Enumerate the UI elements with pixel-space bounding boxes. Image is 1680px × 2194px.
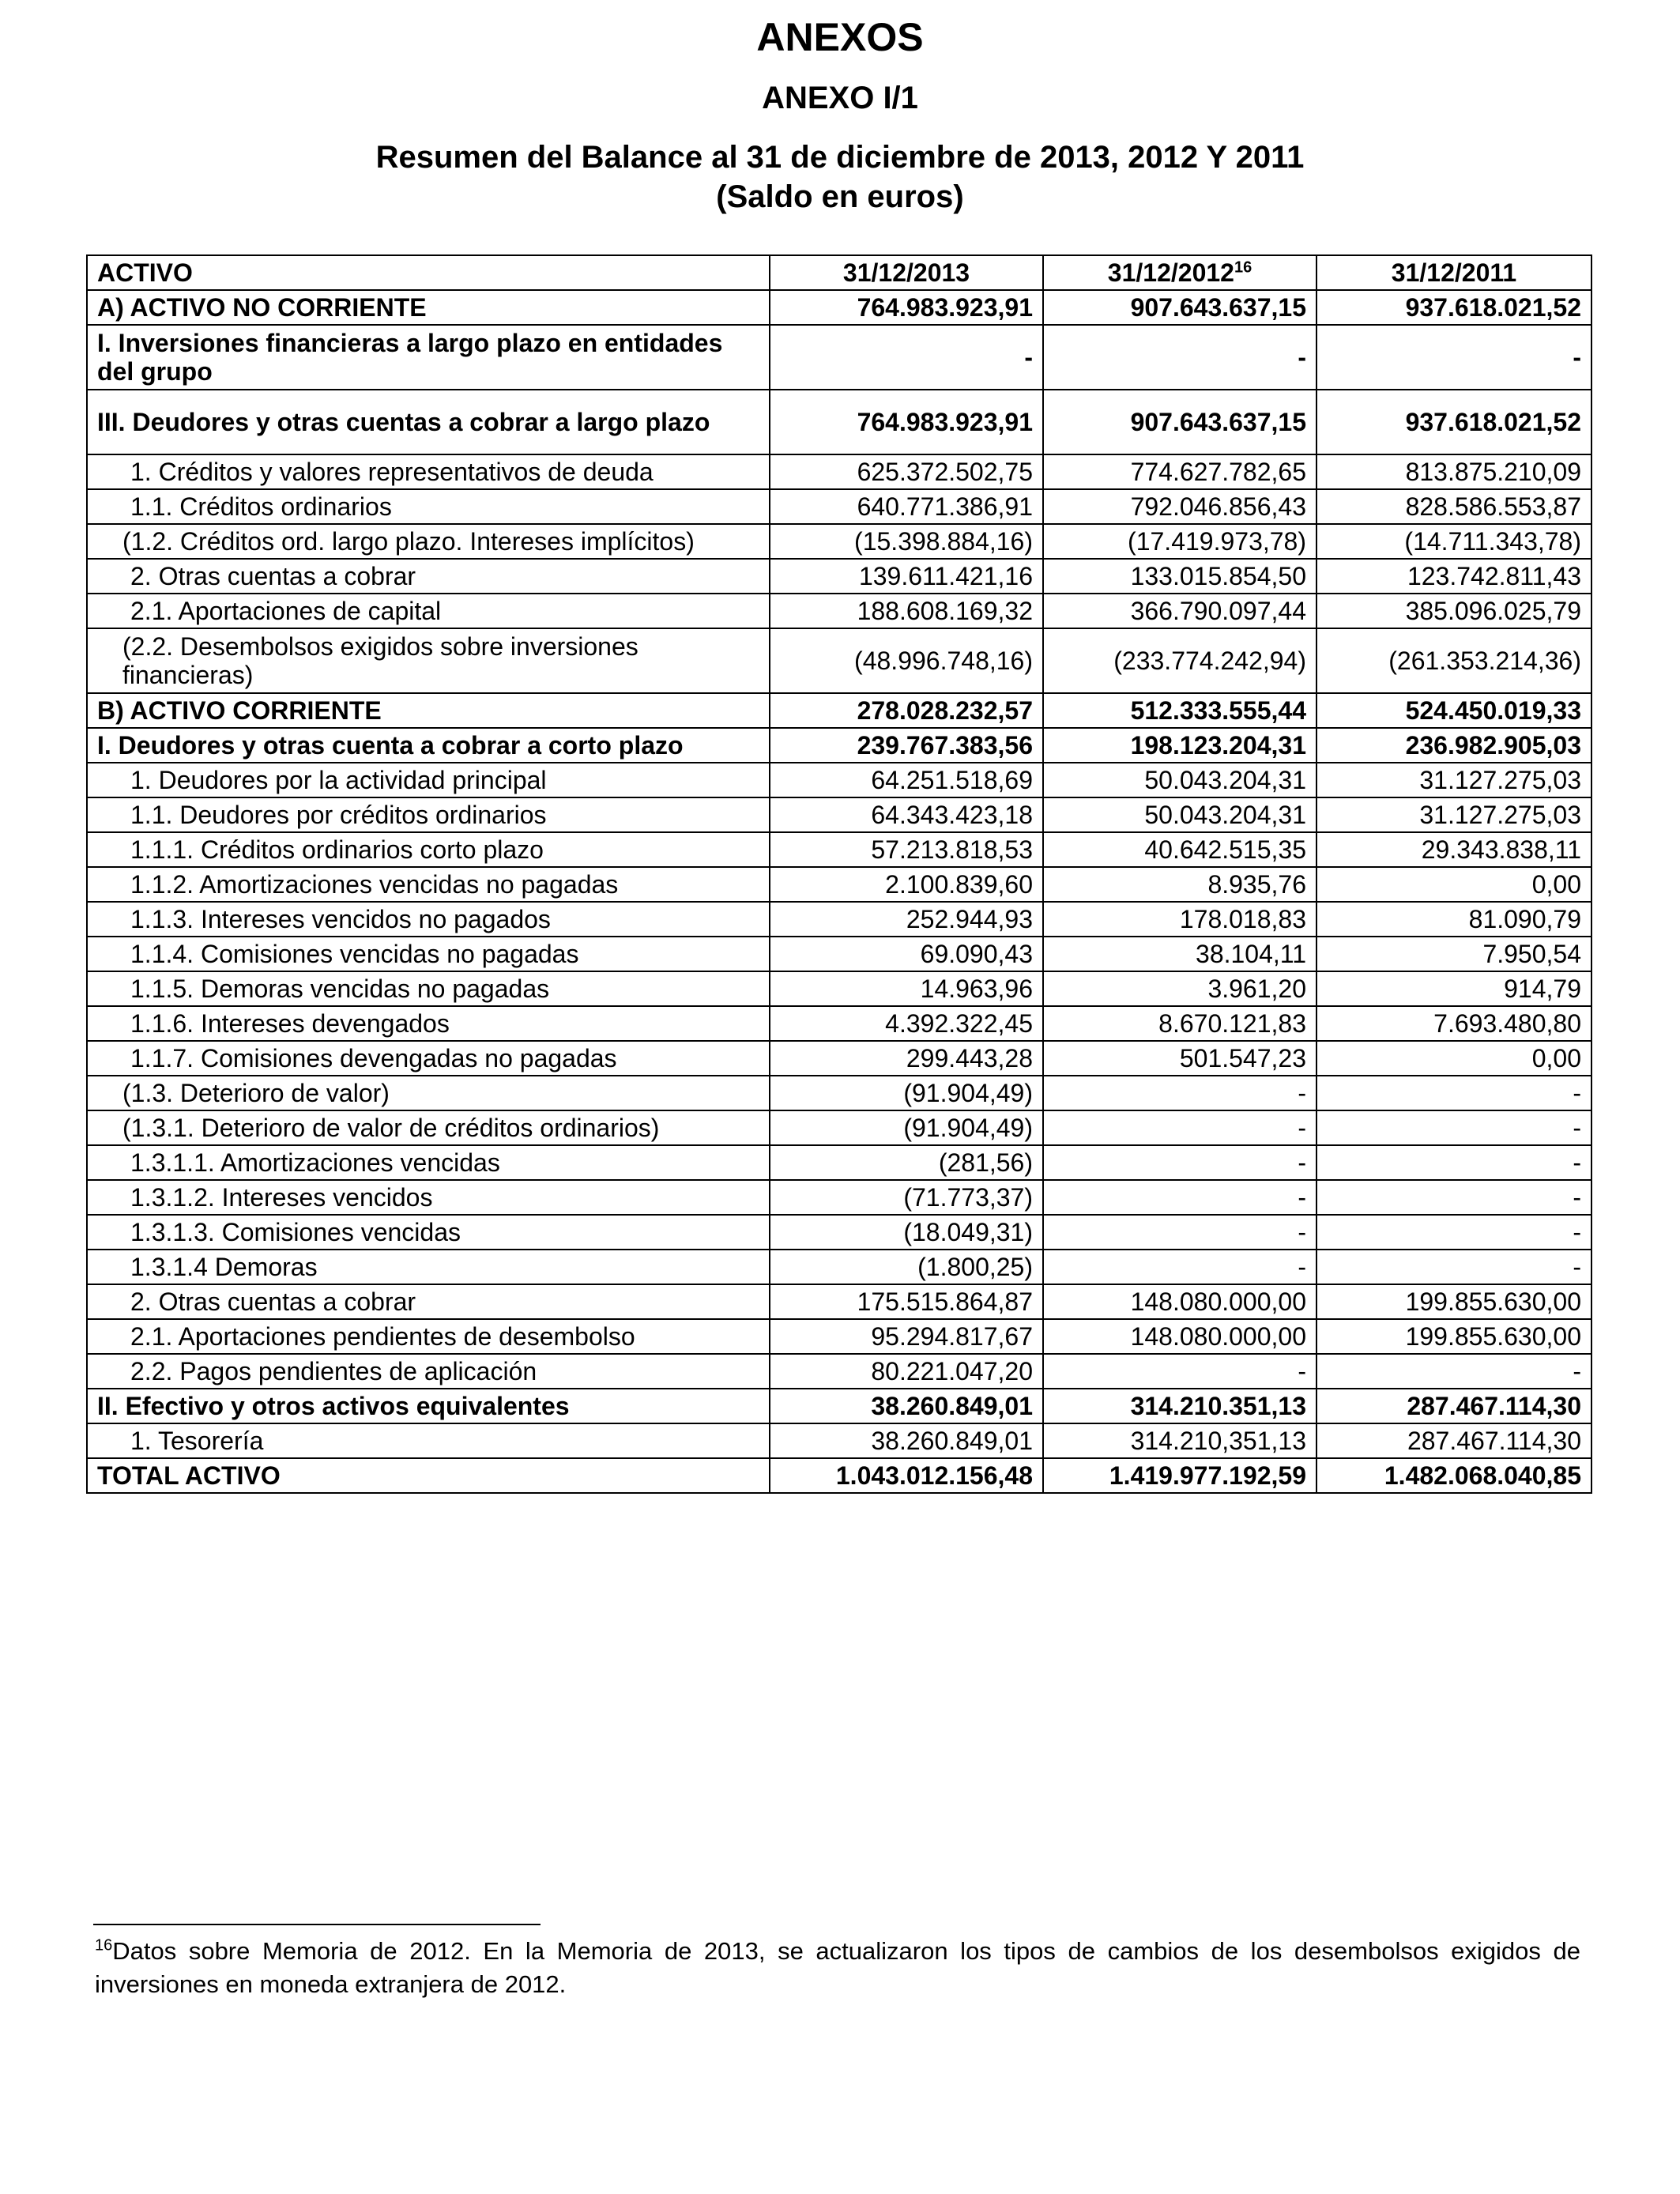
value-2013: (281,56) [770, 1145, 1043, 1180]
value-2011: 199.855.630,00 [1317, 1319, 1591, 1354]
value-2012: 366.790.097,44 [1043, 594, 1317, 628]
value-2011: 7.693.480,80 [1317, 1006, 1591, 1041]
value-2013: 14.963,96 [770, 971, 1043, 1006]
table-header-row [87, 255, 1591, 290]
value-2013: (18.049,31) [770, 1215, 1043, 1250]
value-2011: - [1317, 1354, 1591, 1389]
table-row [87, 1006, 1591, 1041]
value-2013: (48.996.748,16) [770, 628, 1043, 693]
row-label: I. Deudores y otras cuenta a cobrar a corto plazo [87, 728, 770, 763]
value-2012: 198.123.204,31 [1043, 728, 1317, 763]
value-2012: (233.774.242,94) [1043, 628, 1317, 693]
footnote-text: Datos sobre Memoria de 2012. En la Memoria de 2013, se actualizaron los tipos de cambios de los desembolsos exigidos de inversiones en moneda extranjera de 2012. [95, 1937, 1580, 1998]
value-2012: - [1043, 1145, 1317, 1180]
table-row [87, 1180, 1591, 1215]
table-row [87, 832, 1591, 867]
row-label: 1.1.1. Créditos ordinarios corto plazo [87, 832, 770, 867]
row-label: II. Efectivo y otros activos equivalentes [87, 1389, 770, 1423]
row-label: (2.2. Desembolsos exigidos sobre inversiones financieras) [87, 628, 770, 693]
value-2011: 287.467.114,30 [1317, 1389, 1591, 1423]
value-2012: 178.018,83 [1043, 902, 1317, 937]
row-label: 1.1.2. Amortizaciones vencidas no pagadas [87, 867, 770, 902]
value-2013: 239.767.383,56 [770, 728, 1043, 763]
table-row [87, 971, 1591, 1006]
table-row [87, 693, 1591, 728]
value-2013: 38.260.849,01 [770, 1423, 1043, 1458]
value-2012: 133.015.854,50 [1043, 559, 1317, 594]
row-label: 1. Deudores por la actividad principal [87, 763, 770, 797]
value-2013: 625.372.502,75 [770, 454, 1043, 489]
row-label: (1.3. Deterioro de valor) [87, 1076, 770, 1110]
value-2013: 64.343.423,18 [770, 797, 1043, 832]
row-label: 2. Otras cuentas a cobrar [87, 559, 770, 594]
value-2011: 524.450.019,33 [1317, 693, 1591, 728]
value-2011: - [1317, 325, 1591, 390]
table-row [87, 763, 1591, 797]
table-row [87, 524, 1591, 559]
footnote-reference: 16 [1234, 258, 1252, 277]
value-2012: 40.642.515,35 [1043, 832, 1317, 867]
table-row [87, 937, 1591, 971]
table-row [87, 1423, 1591, 1458]
value-2013: 299.443,28 [770, 1041, 1043, 1076]
table-row [87, 1284, 1591, 1319]
row-label: 1. Créditos y valores representativos de deuda [87, 454, 770, 489]
value-2012: 148.080.000,00 [1043, 1319, 1317, 1354]
table-row [87, 489, 1591, 524]
value-2011: - [1317, 1110, 1591, 1145]
table-row [87, 1319, 1591, 1354]
table-row [87, 1041, 1591, 1076]
header-2012 [1043, 255, 1317, 290]
value-2011: 29.343.838,11 [1317, 832, 1591, 867]
value-2013: (91.904,49) [770, 1110, 1043, 1145]
footnote [95, 1935, 1580, 2001]
value-2012: 8.670.121,83 [1043, 1006, 1317, 1041]
footnote-number: 16 [95, 1936, 113, 1955]
table-row [87, 559, 1591, 594]
header-2012-label: 31/12/2012 [1107, 258, 1234, 287]
row-label: 1.1. Deudores por créditos ordinarios [87, 797, 770, 832]
value-2013: (91.904,49) [770, 1076, 1043, 1110]
value-2011: 31.127.275,03 [1317, 763, 1591, 797]
value-2011: - [1317, 1145, 1591, 1180]
table-row [87, 1389, 1591, 1423]
value-2013: 69.090,43 [770, 937, 1043, 971]
value-2011: - [1317, 1076, 1591, 1110]
row-label: 1. Tesorería [87, 1423, 770, 1458]
value-2011: - [1317, 1250, 1591, 1284]
row-label: 1.1.3. Intereses vencidos no pagados [87, 902, 770, 937]
row-label: B) ACTIVO CORRIENTE [87, 693, 770, 728]
row-label: (1.2. Créditos ord. largo plazo. Intereses implícitos) [87, 524, 770, 559]
row-label: 1.1.4. Comisiones vencidas no pagadas [87, 937, 770, 971]
value-2013: 80.221.047,20 [770, 1354, 1043, 1389]
value-2012: 792.046.856,43 [1043, 489, 1317, 524]
value-2013: (15.398.884,16) [770, 524, 1043, 559]
value-2013: 38.260.849,01 [770, 1389, 1043, 1423]
value-2013: 139.611.421,16 [770, 559, 1043, 594]
table-row [87, 1215, 1591, 1250]
value-2011: 123.742.811,43 [1317, 559, 1591, 594]
row-label: 1.3.1.4 Demoras [87, 1250, 770, 1284]
value-2011: 813.875.210,09 [1317, 454, 1591, 489]
annex-number: ANEXO I/1 [762, 81, 918, 115]
value-2012: 50.043.204,31 [1043, 763, 1317, 797]
value-2012: 774.627.782,65 [1043, 454, 1317, 489]
row-label: (1.3.1. Deterioro de valor de créditos ordinarios) [87, 1110, 770, 1145]
value-2011: 385.096.025,79 [1317, 594, 1591, 628]
table-subtitle: (Saldo en euros) [716, 179, 964, 214]
value-2012: 8.935,76 [1043, 867, 1317, 902]
value-2011: 937.618.021,52 [1317, 390, 1591, 454]
value-2011: 81.090,79 [1317, 902, 1591, 937]
header-2013: 31/12/2013 [770, 255, 1043, 290]
value-2011: 287.467.114,30 [1317, 1423, 1591, 1458]
table-row [87, 797, 1591, 832]
value-2012: 314.210,351,13 [1043, 1423, 1317, 1458]
value-2012: - [1043, 1180, 1317, 1215]
table-row [87, 1145, 1591, 1180]
value-2011: (261.353.214,36) [1317, 628, 1591, 693]
value-2011: 1.482.068.040,85 [1317, 1458, 1591, 1493]
table-row [87, 728, 1591, 763]
value-2012: - [1043, 1076, 1317, 1110]
row-label: 2.2. Pagos pendientes de aplicación [87, 1354, 770, 1389]
value-2013: 764.983.923,91 [770, 290, 1043, 325]
value-2011: 236.982.905,03 [1317, 728, 1591, 763]
balance-table [86, 254, 1592, 1494]
value-2013: 764.983.923,91 [770, 390, 1043, 454]
table-row [87, 628, 1591, 693]
table-row [87, 1076, 1591, 1110]
value-2011: 7.950,54 [1317, 937, 1591, 971]
value-2012: 512.333.555,44 [1043, 693, 1317, 728]
table-row [87, 902, 1591, 937]
table-row [87, 594, 1591, 628]
row-label: 1.1. Créditos ordinarios [87, 489, 770, 524]
value-2012: 907.643.637,15 [1043, 390, 1317, 454]
value-2013: 2.100.839,60 [770, 867, 1043, 902]
value-2011: 828.586.553,87 [1317, 489, 1591, 524]
row-label: 1.3.1.1. Amortizaciones vencidas [87, 1145, 770, 1180]
row-label: 2.1. Aportaciones de capital [87, 594, 770, 628]
value-2012: - [1043, 1354, 1317, 1389]
row-label: TOTAL ACTIVO [87, 1458, 770, 1493]
value-2012: 38.104,11 [1043, 937, 1317, 971]
value-2012: (17.419.973,78) [1043, 524, 1317, 559]
value-2013: 278.028.232,57 [770, 693, 1043, 728]
footnote-separator [93, 1924, 541, 1925]
value-2011: 914,79 [1317, 971, 1591, 1006]
value-2012: - [1043, 1110, 1317, 1145]
value-2012: 1.419.977.192,59 [1043, 1458, 1317, 1493]
row-label: 2.1. Aportaciones pendientes de desembolso [87, 1319, 770, 1354]
value-2013: 95.294.817,67 [770, 1319, 1043, 1354]
value-2013: 64.251.518,69 [770, 763, 1043, 797]
value-2013: - [770, 325, 1043, 390]
value-2012: - [1043, 325, 1317, 390]
value-2012: 314.210.351,13 [1043, 1389, 1317, 1423]
row-label: 1.1.6. Intereses devengados [87, 1006, 770, 1041]
table-row [87, 1354, 1591, 1389]
value-2011: 31.127.275,03 [1317, 797, 1591, 832]
value-2011: - [1317, 1180, 1591, 1215]
table-row [87, 1110, 1591, 1145]
value-2011: 937.618.021,52 [1317, 290, 1591, 325]
table-row [87, 290, 1591, 325]
value-2011: 199.855.630,00 [1317, 1284, 1591, 1319]
row-label: 1.1.5. Demoras vencidas no pagadas [87, 971, 770, 1006]
table-row [87, 1458, 1591, 1493]
value-2012: 148.080.000,00 [1043, 1284, 1317, 1319]
value-2013: 252.944,93 [770, 902, 1043, 937]
value-2013: 4.392.322,45 [770, 1006, 1043, 1041]
value-2013: (1.800,25) [770, 1250, 1043, 1284]
value-2013: 175.515.864,87 [770, 1284, 1043, 1319]
value-2013: 57.213.818,53 [770, 832, 1043, 867]
value-2012: 50.043.204,31 [1043, 797, 1317, 832]
row-label: 1.3.1.2. Intereses vencidos [87, 1180, 770, 1215]
row-label: A) ACTIVO NO CORRIENTE [87, 290, 770, 325]
document-heading-anexos: ANEXOS [756, 15, 924, 59]
value-2012: - [1043, 1250, 1317, 1284]
value-2013: 640.771.386,91 [770, 489, 1043, 524]
row-label: I. Inversiones financieras a largo plazo en entidades del grupo [87, 325, 770, 390]
value-2011: 0,00 [1317, 867, 1591, 902]
header-activo: ACTIVO [87, 255, 770, 290]
value-2012: 907.643.637,15 [1043, 290, 1317, 325]
value-2012: - [1043, 1215, 1317, 1250]
row-label: 1.1.7. Comisiones devengadas no pagadas [87, 1041, 770, 1076]
table-row [87, 325, 1591, 390]
table-row [87, 1250, 1591, 1284]
value-2013: 188.608.169,32 [770, 594, 1043, 628]
row-label: 2. Otras cuentas a cobrar [87, 1284, 770, 1319]
row-label: 1.3.1.3. Comisiones vencidas [87, 1215, 770, 1250]
value-2013: 1.043.012.156,48 [770, 1458, 1043, 1493]
value-2012: 3.961,20 [1043, 971, 1317, 1006]
header-2011: 31/12/2011 [1317, 255, 1591, 290]
value-2012: 501.547,23 [1043, 1041, 1317, 1076]
value-2011: - [1317, 1215, 1591, 1250]
value-2011: 0,00 [1317, 1041, 1591, 1076]
table-row [87, 867, 1591, 902]
row-label: III. Deudores y otras cuentas a cobrar a largo plazo [87, 390, 770, 454]
value-2013: (71.773,37) [770, 1180, 1043, 1215]
table-row [87, 454, 1591, 489]
table-title: Resumen del Balance al 31 de diciembre de 2013, 2012 Y 2011 [375, 140, 1305, 175]
value-2011: (14.711.343,78) [1317, 524, 1591, 559]
table-row [87, 390, 1591, 454]
